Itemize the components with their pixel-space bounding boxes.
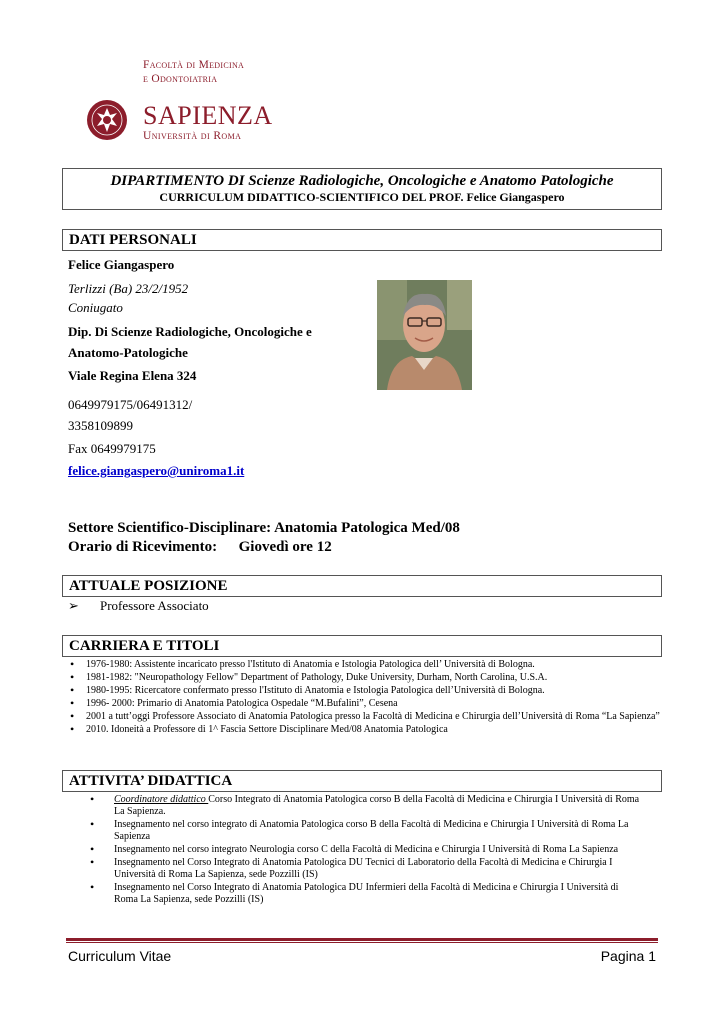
address: Viale Regina Elena 324	[68, 368, 197, 383]
teaching-coordinator-label: Coordinatore didattico	[114, 794, 209, 805]
department-line-2: Anatomo-Patologiche	[68, 345, 188, 360]
office-hours	[68, 538, 332, 556]
current-position-text: Professore Associato	[100, 598, 209, 613]
teaching-item: • Insegnamento nel Corso Integrato di Anatomia Patologica DU Infermieri della Facoltà di Medicina e Chirurgia I Università di Roma La Sapienza, sede Pozzilli (IS)	[88, 882, 640, 906]
scientific-sector: Settore Scientifico-Disciplinare: Anatomia Patologica Med/08	[68, 520, 460, 536]
career-item: • 1981-1982: "Neuropathology Fellow" Department of Pathology, Duke University, Durham, North Carolina, U.S.A.	[68, 672, 660, 684]
page-number: Pagina 1	[600, 948, 656, 964]
career-list	[68, 659, 660, 737]
section-teaching: ATTIVITA’ DIDATTICA	[62, 770, 662, 792]
teaching-item	[88, 794, 640, 818]
phone-line-2: 3358109899	[68, 418, 133, 433]
university-brand: SAPIENZA	[143, 101, 273, 130]
footer-title: Curriculum Vitae	[68, 948, 172, 964]
birth-info: Terlizzi (Ba) 23/2/1952	[68, 281, 189, 296]
arrow-bullet-icon: ➢	[68, 598, 79, 613]
teaching-item: • Insegnamento nel corso integrato Neurologia corso C della Facoltà di Medicina e Chirurgia I Università di Roma La Sapienza	[88, 844, 640, 856]
marital-status: Coniugato	[68, 300, 123, 315]
faculty-line-1: Facoltà di Medicina	[143, 59, 245, 71]
faculty-name	[143, 58, 244, 86]
curriculum-subtitle: CURRICULUM DIDATTICO-SCIENTIFICO DEL PROF. Felice Giangaspero	[159, 190, 565, 204]
person-name: Felice Giangaspero	[68, 257, 175, 272]
footer-divider-thin	[66, 942, 658, 943]
fax: Fax 0649979175	[68, 441, 156, 456]
section-personal-data: DATI PERSONALI	[62, 229, 662, 251]
footer-divider	[66, 938, 658, 941]
career-item: • 2001 a tutt’oggi Professore Associato di Anatomia Patologica presso la Facoltà di Medicina e Chirurgia dell’Università di Roma “La Sapienza”	[68, 711, 660, 723]
department-box	[62, 168, 662, 210]
office-hours-value: Giovedì ore 12	[238, 539, 332, 555]
current-position-item	[68, 598, 209, 614]
department-title: DIPARTIMENTO DI Scienze Radiologiche, Oncologiche e Anatomo Patologiche	[110, 173, 614, 189]
phone-line-1: 0649979175/06491312/	[68, 397, 193, 412]
teaching-list	[88, 794, 640, 907]
career-item: • 1980-1995: Ricercatore confermato presso l'Istituto di Anatomia e Istologia Patologica dell’Università di Bologna.	[68, 685, 660, 697]
department-line-1: Dip. Di Scienze Radiologiche, Oncologiche e	[68, 324, 312, 339]
career-item: • 2010. Idoneità a Professore di 1^ Fascia Settore Disciplinare Med/08 Anatomia Patologica	[68, 724, 660, 736]
email-link[interactable]: felice.giangaspero@uniroma1.it	[68, 463, 245, 478]
sapienza-seal-icon	[86, 99, 128, 141]
section-current-position: ATTUALE POSIZIONE	[62, 575, 662, 597]
career-item: • 1976-1980: Assistente incaricato presso l'Istituto di Anatomia e Istologia Patologica dell’ Università di Bologna.	[68, 659, 660, 671]
career-item: • 1996- 2000: Primario di Anatomia Patologica Ospedale “M.Bufalini”, Cesena	[68, 698, 660, 710]
profile-photo	[377, 280, 472, 390]
faculty-line-2: e Odontoiatria	[143, 73, 218, 85]
office-hours-label: Orario di Ricevimento:	[68, 539, 218, 555]
teaching-item: • Insegnamento nel Corso Integrato di Anatomia Patologica DU Tecnici di Laboratorio della Facoltà di Medicina e Chirurgia I Università di Roma La Sapienza, sede Pozzilli (IS)	[88, 857, 640, 881]
university-subtitle: Università di Roma	[143, 130, 242, 142]
section-career: CARRIERA E TITOLI	[62, 635, 662, 657]
teaching-item-text: Corso Integrato di Anatomia Patologica corso B della Facoltà di Medicina e Chirurgia I Università di Roma La Sapienza.	[114, 794, 640, 817]
teaching-item: • Insegnamento nel corso integrato di Anatomia Patologica corso B della Facoltà di Medicina e Chirurgia I Università di Roma La Sapienza	[88, 819, 640, 843]
